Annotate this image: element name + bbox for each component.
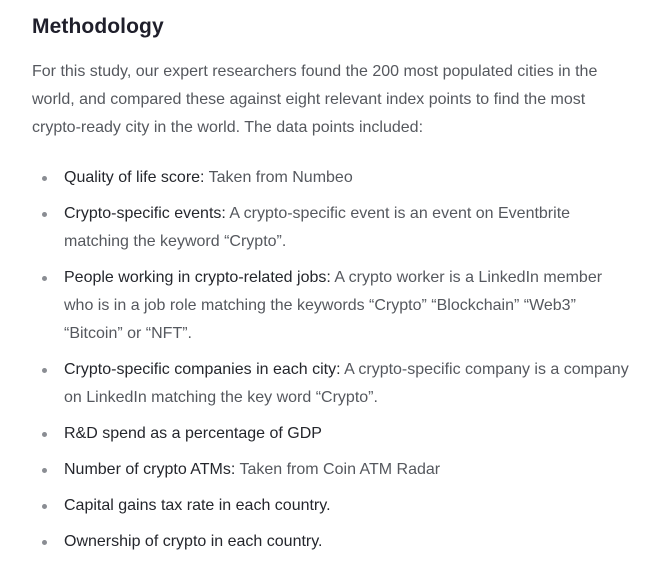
bullet-icon [42,540,47,545]
item-label: Quality of life score: [64,169,205,186]
item-description: A crypto worker is a LinkedIn member who is in a job role matching the keywords “Crypto” “Blockchain” “Web3” “Bitcoin” or “NFT”. [64,269,603,342]
list-item-crypto-events [32,200,632,256]
bullet-icon [42,276,47,281]
item-label: Crypto-specific events: [64,205,226,222]
list-item-quality-of-life [32,164,632,192]
list-item-crypto-atms [32,456,632,484]
list-item-capital-gains [32,492,632,520]
item-description: A crypto-specific event is an event on Eventbrite matching the keyword “Crypto”. [64,205,571,250]
item-label: Ownership of crypto in each country. [64,533,323,550]
item-label: R&D spend as a percentage of GDP [64,425,322,442]
item-description: Taken from Numbeo [204,169,353,186]
list-item-crypto-companies [32,356,632,412]
item-label: Number of crypto ATMs: [64,461,236,478]
bullet-icon [42,176,47,181]
data-points-list [32,164,635,556]
bullet-icon [42,468,47,473]
bullet-icon [42,432,47,437]
item-label: Capital gains tax rate in each country. [64,497,331,514]
item-description: Taken from Coin ATM Radar [235,461,441,478]
bullet-icon [42,212,47,217]
section-heading: Methodology [32,15,164,38]
bullet-icon [42,368,47,373]
item-description: A crypto-specific company is a company on LinkedIn matching the key word “Crypto”. [64,361,629,406]
list-item-rd-spend [32,420,632,448]
item-label: People working in crypto-related jobs: [64,269,331,286]
intro-paragraph: For this study, our expert researchers found the 200 most populated cities in the world, and compared these against eight relevant index points to find the most crypto-ready city in the world. The data points included: [32,63,598,136]
list-item-crypto-jobs [32,264,632,348]
bullet-icon [42,504,47,509]
list-item-crypto-ownership [32,528,632,556]
item-label: Crypto-specific companies in each city: [64,361,341,378]
